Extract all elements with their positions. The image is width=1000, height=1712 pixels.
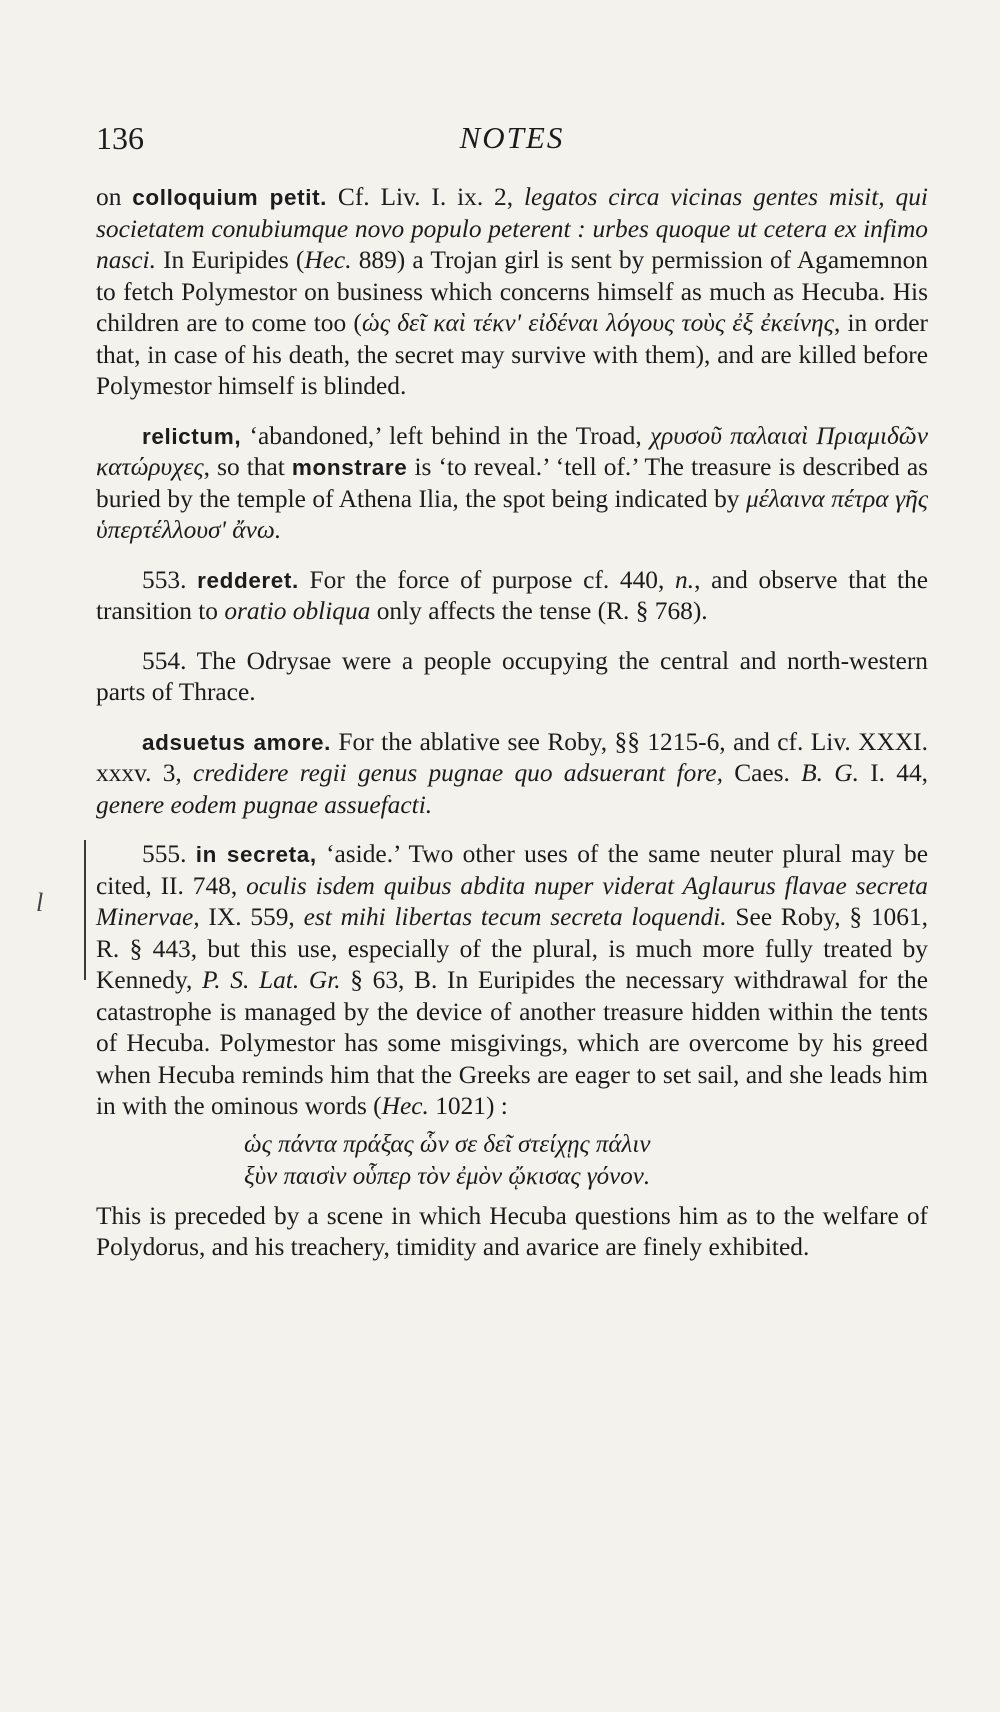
text-run: 1021) : [428,1092,508,1120]
text-run: 889) a Trojan girl is sent by permission of Agamemnon to fetch Polymestor on business which concerns himself as much as Hecuba. His children are to come too ( [96,246,929,337]
text-run: 554. The Odrysae were a people occupying the central and north-western parts of Thrace. [96,646,928,706]
text-run: , and observe that the transition to [96,565,929,625]
text-run: , in order that, in case of his death, the secret may survive with them), and are killed before Polymestor himself is blinded. [96,309,928,400]
margin-annotation: l [36,888,44,917]
greek-quotation: μέλαινα πέτρα γῆς ὑπερτέλλουσ' ἄνω. [96,484,929,544]
latin-quotation: Hec. [381,1092,429,1120]
text-run: See Roby, § 1061, R. § 443, but this use, especially of the plural, is much more fully treated by Kennedy, [96,903,928,994]
notes-body [96,182,928,1264]
text-run: § 63, B. In Euripides the necessary withdrawal for the catastrophe is managed by the device of another treasure hidden within the tents of Hecuba. Polymestor has some misgivings, which are overcome by his greed when Hecuba reminds him that the Greeks are eager to set sail, and she leads him in with the ominous words ( [96,966,928,1120]
verse-line: ὡς πάντα πράξας ὧν σε δεῖ στείχῃς πάλιν [244,1130,651,1158]
verse-line: ξὺν παισὶν οὗπερ τὸν ἐμὸν ᾤκισας γόνον. [244,1162,651,1190]
note-paragraph [96,565,928,628]
lemma-heading: adsuetus amore. [142,729,331,755]
text-run: Cf. Liv. I. ix. 2, [327,183,524,211]
text-run: For the ablative see Roby, §§ 1215-6, and cf. Liv. XXXI. xxxv. 3, [96,727,928,787]
text-run: For the force of purpose cf. 440, [298,565,676,594]
latin-quotation: credidere regii genus pugnae quo adsuerant fore, [193,759,723,787]
note-paragraph [96,182,928,403]
note-paragraph [96,646,928,709]
text-run: I. 44, [858,759,929,787]
latin-quotation: P. S. Lat. Gr. [202,966,341,994]
page-number: 136 [96,120,144,156]
latin-quotation: genere eodem pugnae assuefacti. [96,790,433,819]
latin-quotation: oratio obliqua [224,597,371,625]
greek-verse-quotation [96,1129,928,1193]
latin-quotation: oculis isdem quibus abdita nuper viderat Aglaurus flavae secreta Minervae, [96,871,928,931]
text-run: only affects the tense (R. § 768). [370,597,708,625]
greek-quotation: ὡς δεῖ καὶ τέκν' εἰδέναι λόγους τοὺς ἐξ ἐκείνης [361,309,834,337]
latin-quotation: B. G. [801,759,859,787]
latin-quotation: est mihi libertas tecum secreta loquendi. [303,903,727,931]
greek-quotation: χρυσοῦ παλαιαὶ Πριαμιδῶν κατώρυχες [96,421,928,481]
latin-quotation: legatos circa vicinas gentes misit, qui societatem conubiumque novo populo peterent : urbes quoque ut cetera ex infimo nasci. [96,183,928,274]
closing-paragraph: This is preceded by a scene in which Hecuba questions him as to the welfare of Polydorus, and his treachery, timidity and avarice are finely exhibited. [96,1201,928,1261]
text-run: IX. 559, [199,903,304,931]
page-header [96,120,928,170]
text-run: Caes. [722,759,802,787]
lemma-heading: redderet. [197,567,299,593]
text-run: ‘aside.’ Two other uses of the same neuter plural may be cited, II. 748, [96,840,929,900]
margin-bracket [84,840,86,980]
lemma-heading: colloquium petit. [132,185,328,210]
text-run: is ‘to reveal.’ ‘tell of.’ The treasure is described as buried by the temple of Athena Ilia, the spot being indicated by [96,453,928,513]
lemma-heading: monstrare [291,455,408,480]
note-paragraph [96,839,928,1123]
text-run: on [96,183,133,211]
lemma-heading: in secreta, [195,842,317,867]
latin-quotation: n. [675,565,695,594]
text-run: ‘abandoned,’ left behind in the Troad, [241,421,650,450]
running-head: NOTES [459,120,565,155]
text-run: In Euripides ( [155,246,305,274]
text-run: 555. [142,840,196,868]
text-run: 553. [142,565,198,594]
latin-quotation: Hec. [304,246,352,274]
note-paragraph [96,727,928,822]
note-paragraph [96,421,928,547]
text-run: , so that [203,453,292,481]
lemma-heading: relictum, [142,423,242,449]
